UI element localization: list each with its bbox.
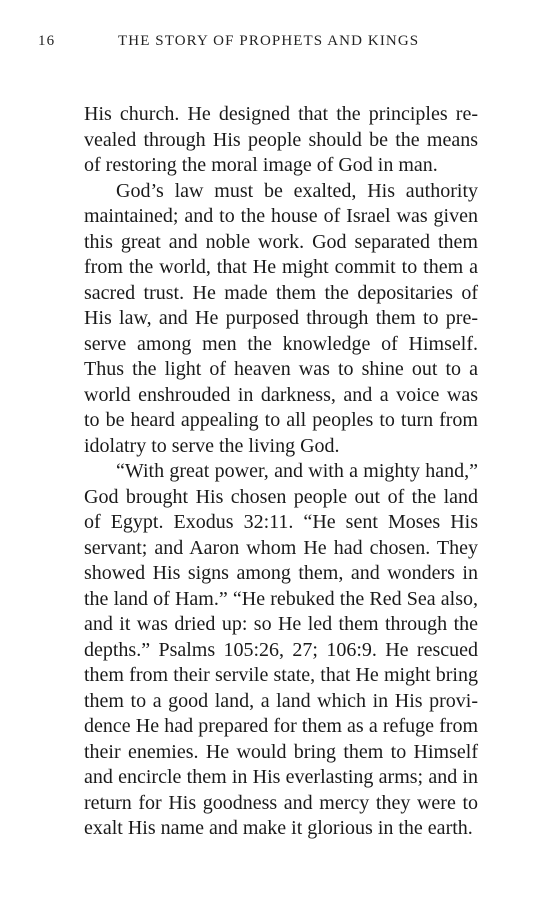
running-title: THE STORY OF PROPHETS AND KINGS: [118, 33, 420, 49]
page-number: 16: [38, 33, 56, 49]
body-text: [84, 102, 478, 842]
running-head: [38, 33, 508, 57]
paragraph-continued: His church. He designed that the principles revealed through His people should be the means of restoring the moral image of God in man.: [84, 103, 478, 176]
paragraph-gods-law: God’s law must be exalted, His authority maintained; and to the house of Israel was given this great and noble work. God separated them from the world, that He might commit to them a sacred trust. He made them the depositaries of His law, and He purposed through them to preserve among men the knowledge of Himself. Thus the light of heaven was to shine out to a world enshrouded in darkness, and a voice was to be heard appealing to all peoples to turn from idolatry to serve the living God.: [84, 179, 478, 457]
paragraph-exodus: “With great power, and with a mighty hand,” God brought His chosen people out of the land of Egypt. Exodus 32:11. “He sent Moses His servant; and Aaron whom He had chosen. They showed His signs among them, and wonders in the land of Ham.” “He rebuked the Red Sea also, and it was dried up: so He led them through the depths.” Psalms 105:26, 27; 106:9. He rescued them from their servile state, that He might bring them to a good land, a land which in His providence He had prepared for them as a refuge from their enemies. He would bring them to Himself and encircle them in His everlasting arms; and in return for His goodness and mercy they were to exalt His name and make it glorious in the earth.: [84, 460, 478, 839]
